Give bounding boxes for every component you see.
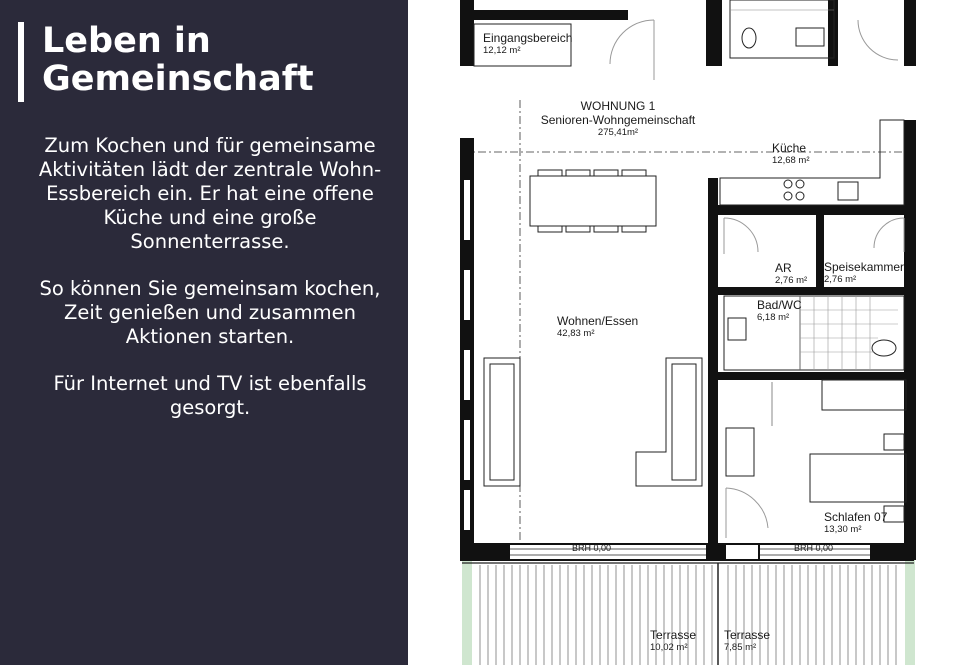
upper-bath-fixtures xyxy=(730,10,834,48)
apartment-label: WOHNUNG 1 Senioren-Wohngemeinschaft 275,41m² xyxy=(540,99,696,138)
kitchen-counter xyxy=(720,120,904,205)
living-furniture xyxy=(484,358,702,486)
title-line-1: Leben in xyxy=(42,21,211,61)
room-label-ar: AR 2,76 m² xyxy=(775,261,808,286)
axis-lines xyxy=(462,100,914,560)
room-label-eingangsbereich: Eingangsbereich 12,12 m² xyxy=(483,31,573,56)
terrace-green-right xyxy=(905,560,915,665)
room-label-kueche: Küche 12,68 m² xyxy=(772,141,810,166)
brh-label-right: BRH 0,00 xyxy=(794,543,834,553)
accent-bar xyxy=(18,22,24,102)
room-label-terrasse-2: Terrasse 7,85 m² xyxy=(724,628,771,653)
dining-table xyxy=(530,170,656,232)
room-label-bad-wc: Bad/WC 6,18 m² xyxy=(757,298,802,323)
room-label-speisekammer: Speisekammer 2,76 m² xyxy=(824,260,905,285)
room-label-wohnen-essen: Wohnen/Essen 42,83 m² xyxy=(557,314,639,339)
text-panel xyxy=(0,0,408,665)
bathroom xyxy=(724,296,904,370)
storage-doors xyxy=(724,218,904,254)
title-line-2: Gemeinschaft xyxy=(42,59,314,99)
slide-body xyxy=(22,134,398,443)
slide-title xyxy=(42,22,392,98)
room-label-schlafen: Schlafen 07 13,30 m² xyxy=(824,510,888,535)
paragraph-together: So können Sie gemeinsam kochen, Zeit genießen und zusammen Aktionen starten. xyxy=(39,277,381,348)
room-label-terrasse-1: Terrasse 10,02 m² xyxy=(650,628,697,653)
terrace-green-left xyxy=(462,560,472,665)
paragraph-internet: Für Internet und TV ist ebenfalls gesorgt. xyxy=(53,372,367,419)
brh-label-left: BRH 0,00 xyxy=(572,543,612,553)
floor-plan xyxy=(408,0,960,665)
paragraph-cooking: Zum Kochen und für gemeinsame Aktivitäten lädt der zentrale Wohn-Essbereich ein. Er hat eine offene Küche und eine große Sonnenterrasse. xyxy=(38,134,382,253)
